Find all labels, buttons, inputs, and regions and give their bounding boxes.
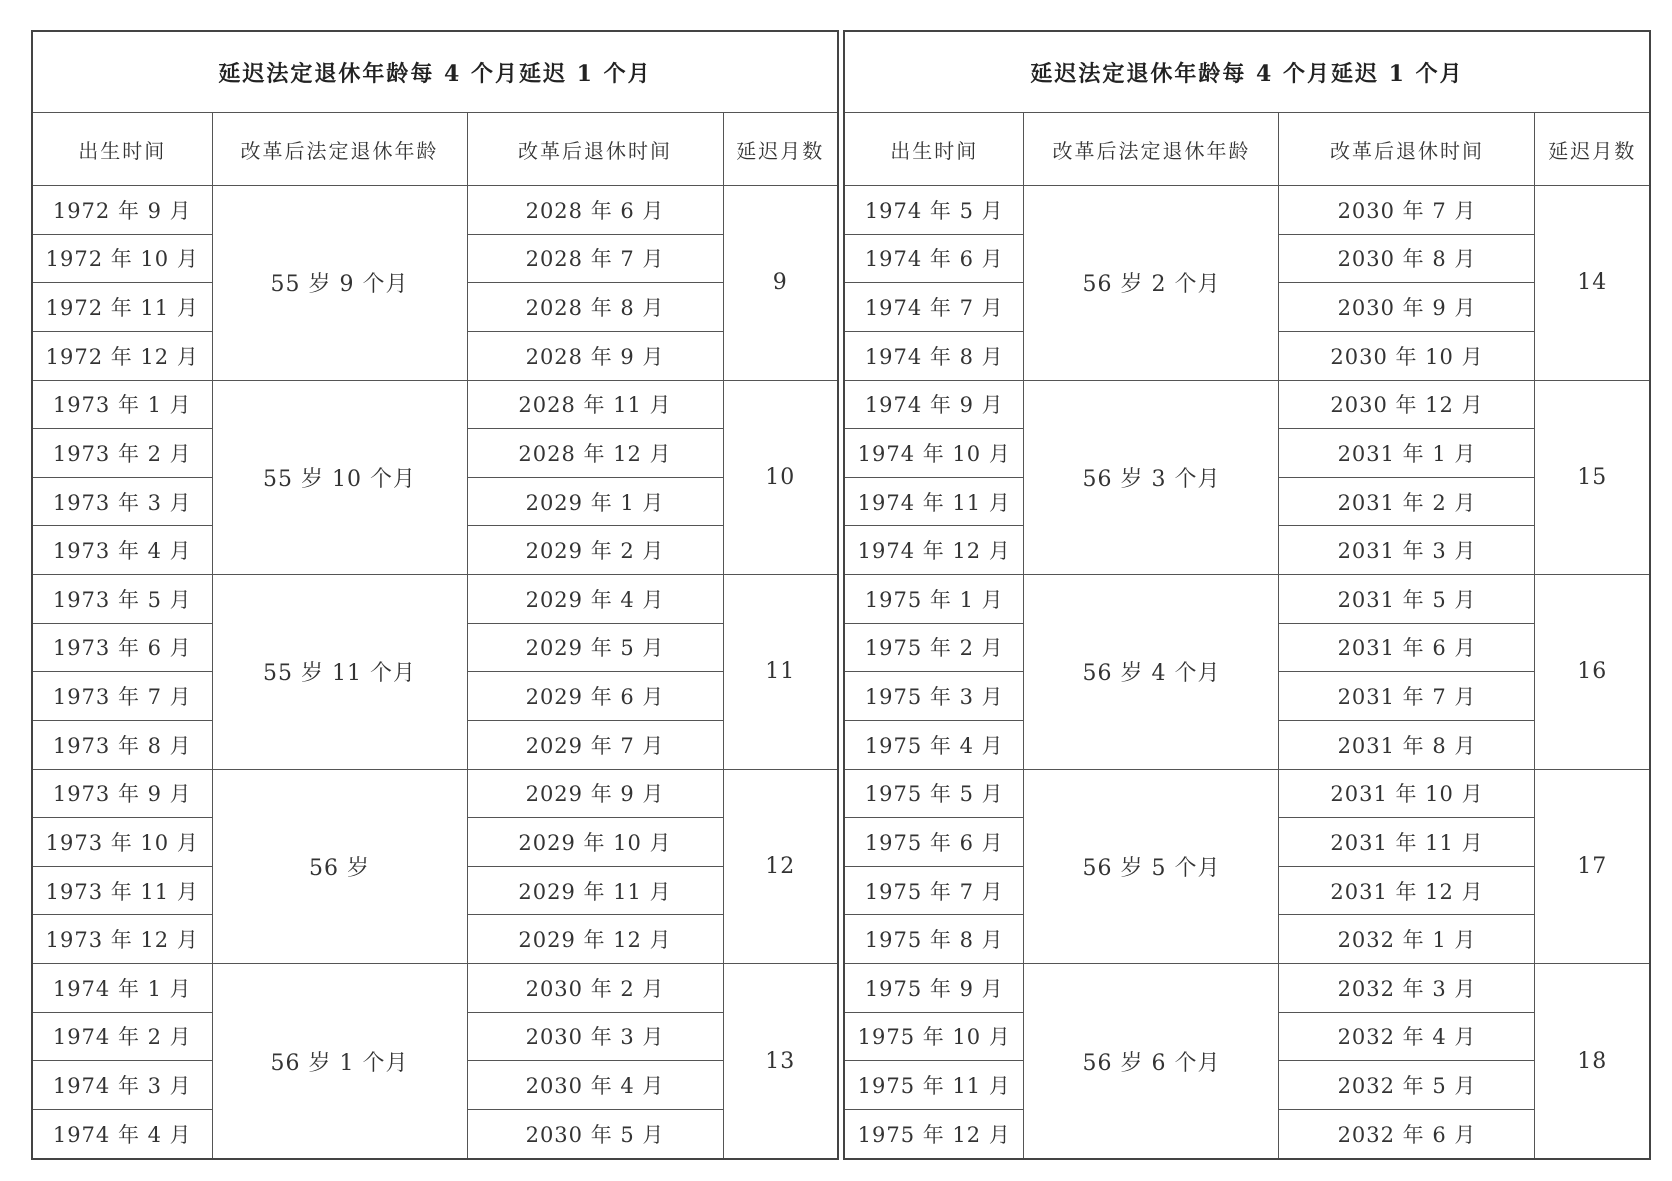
birth-date-cell: 1974 年 7 月	[844, 283, 1024, 332]
birth-date-cell: 1975 年 12 月	[844, 1109, 1024, 1159]
retirement-date-cell: 2031 年 12 月	[1279, 866, 1535, 915]
retirement-table-left	[31, 30, 839, 1160]
delay-months-cell: 17	[1535, 769, 1650, 964]
birth-date-cell: 1973 年 2 月	[32, 429, 212, 478]
table-title-row	[32, 31, 838, 113]
birth-date-cell: 1974 年 5 月	[844, 186, 1024, 235]
birth-date-cell: 1972 年 10 月	[32, 234, 212, 283]
birth-date-cell: 1973 年 6 月	[32, 623, 212, 672]
table-title-row	[844, 31, 1650, 113]
retirement-date-cell: 2030 年 12 月	[1279, 380, 1535, 429]
header-retirement-age: 改革后法定退休年龄	[212, 113, 467, 186]
retirement-date-cell: 2028 年 9 月	[467, 331, 723, 380]
retirement-age-cell: 56 岁 5 个月	[1024, 769, 1279, 964]
birth-date-cell: 1975 年 2 月	[844, 623, 1024, 672]
birth-date-cell: 1975 年 1 月	[844, 575, 1024, 624]
birth-date-cell: 1974 年 8 月	[844, 331, 1024, 380]
retirement-date-cell: 2029 年 9 月	[467, 769, 723, 818]
table-title: 延迟法定退休年龄每 4 个月延迟 1 个月	[844, 31, 1650, 113]
birth-date-cell: 1975 年 7 月	[844, 866, 1024, 915]
retirement-date-cell: 2029 年 6 月	[467, 672, 723, 721]
table-row	[844, 380, 1650, 429]
birth-date-cell: 1973 年 9 月	[32, 769, 212, 818]
retirement-age-cell: 56 岁 4 个月	[1024, 575, 1279, 770]
retirement-date-cell: 2028 年 8 月	[467, 283, 723, 332]
retirement-age-cell: 56 岁 1 个月	[212, 964, 467, 1160]
delay-months-cell: 14	[1535, 186, 1650, 381]
birth-date-cell: 1973 年 8 月	[32, 720, 212, 769]
birth-date-cell: 1975 年 10 月	[844, 1012, 1024, 1061]
retirement-date-cell: 2028 年 6 月	[467, 186, 723, 235]
birth-date-cell: 1974 年 9 月	[844, 380, 1024, 429]
table-row	[32, 769, 838, 818]
delay-months-cell: 18	[1535, 964, 1650, 1160]
retirement-date-cell: 2031 年 8 月	[1279, 720, 1535, 769]
header-birth-date: 出生时间	[844, 113, 1024, 186]
retirement-date-cell: 2031 年 5 月	[1279, 575, 1535, 624]
retirement-date-cell: 2029 年 11 月	[467, 866, 723, 915]
retirement-table-right	[843, 30, 1651, 1160]
delay-months-cell: 11	[723, 575, 838, 770]
birth-date-cell: 1975 年 9 月	[844, 964, 1024, 1013]
table-row	[844, 964, 1650, 1013]
birth-date-cell: 1973 年 5 月	[32, 575, 212, 624]
retirement-date-cell: 2032 年 5 月	[1279, 1061, 1535, 1110]
retirement-date-cell: 2030 年 7 月	[1279, 186, 1535, 235]
header-delay-months: 延迟月数	[1535, 113, 1650, 186]
retirement-date-cell: 2028 年 7 月	[467, 234, 723, 283]
retirement-age-sheet	[31, 30, 1651, 1160]
retirement-date-cell: 2031 年 7 月	[1279, 672, 1535, 721]
birth-date-cell: 1973 年 7 月	[32, 672, 212, 721]
retirement-date-cell: 2032 年 1 月	[1279, 915, 1535, 964]
birth-date-cell: 1975 年 11 月	[844, 1061, 1024, 1110]
retirement-age-cell: 55 岁 9 个月	[212, 186, 467, 381]
delay-months-cell: 13	[723, 964, 838, 1160]
retirement-date-cell: 2030 年 4 月	[467, 1061, 723, 1110]
header-birth-date: 出生时间	[32, 113, 212, 186]
table-row	[844, 186, 1650, 235]
birth-date-cell: 1973 年 3 月	[32, 477, 212, 526]
birth-date-cell: 1972 年 11 月	[32, 283, 212, 332]
retirement-date-cell: 2029 年 7 月	[467, 720, 723, 769]
retirement-age-cell: 56 岁 6 个月	[1024, 964, 1279, 1160]
retirement-date-cell: 2028 年 12 月	[467, 429, 723, 478]
retirement-age-cell: 55 岁 10 个月	[212, 380, 467, 575]
retirement-date-cell: 2029 年 4 月	[467, 575, 723, 624]
birth-date-cell: 1975 年 4 月	[844, 720, 1024, 769]
retirement-date-cell: 2030 年 8 月	[1279, 234, 1535, 283]
retirement-date-cell: 2032 年 4 月	[1279, 1012, 1535, 1061]
birth-date-cell: 1972 年 9 月	[32, 186, 212, 235]
retirement-date-cell: 2029 年 10 月	[467, 818, 723, 867]
birth-date-cell: 1974 年 11 月	[844, 477, 1024, 526]
retirement-date-cell: 2029 年 2 月	[467, 526, 723, 575]
birth-date-cell: 1973 年 10 月	[32, 818, 212, 867]
retirement-date-cell: 2032 年 3 月	[1279, 964, 1535, 1013]
retirement-date-cell: 2029 年 1 月	[467, 477, 723, 526]
retirement-date-cell: 2029 年 5 月	[467, 623, 723, 672]
header-retirement-date: 改革后退休时间	[467, 113, 723, 186]
table-row	[32, 186, 838, 235]
retirement-date-cell: 2028 年 11 月	[467, 380, 723, 429]
retirement-date-cell: 2032 年 6 月	[1279, 1109, 1535, 1159]
birth-date-cell: 1973 年 12 月	[32, 915, 212, 964]
retirement-age-cell: 56 岁 2 个月	[1024, 186, 1279, 381]
birth-date-cell: 1973 年 1 月	[32, 380, 212, 429]
delay-months-cell: 10	[723, 380, 838, 575]
delay-months-cell: 12	[723, 769, 838, 964]
birth-date-cell: 1974 年 12 月	[844, 526, 1024, 575]
delay-months-cell: 15	[1535, 380, 1650, 575]
retirement-date-cell: 2030 年 2 月	[467, 964, 723, 1013]
birth-date-cell: 1975 年 8 月	[844, 915, 1024, 964]
table-row	[844, 575, 1650, 624]
retirement-date-cell: 2031 年 2 月	[1279, 477, 1535, 526]
retirement-date-cell: 2031 年 11 月	[1279, 818, 1535, 867]
birth-date-cell: 1974 年 6 月	[844, 234, 1024, 283]
birth-date-cell: 1972 年 12 月	[32, 331, 212, 380]
header-retirement-date: 改革后退休时间	[1279, 113, 1535, 186]
retirement-date-cell: 2031 年 6 月	[1279, 623, 1535, 672]
column-header-row	[32, 113, 838, 186]
retirement-date-cell: 2030 年 3 月	[467, 1012, 723, 1061]
delay-months-cell: 9	[723, 186, 838, 381]
retirement-date-cell: 2029 年 12 月	[467, 915, 723, 964]
table-row	[844, 769, 1650, 818]
retirement-age-cell: 56 岁	[212, 769, 467, 964]
birth-date-cell: 1974 年 2 月	[32, 1012, 212, 1061]
retirement-date-cell: 2030 年 10 月	[1279, 331, 1535, 380]
birth-date-cell: 1975 年 5 月	[844, 769, 1024, 818]
retirement-date-cell: 2031 年 10 月	[1279, 769, 1535, 818]
table-row	[32, 380, 838, 429]
header-retirement-age: 改革后法定退休年龄	[1024, 113, 1279, 186]
birth-date-cell: 1974 年 10 月	[844, 429, 1024, 478]
table-title: 延迟法定退休年龄每 4 个月延迟 1 个月	[32, 31, 838, 113]
delay-months-cell: 16	[1535, 575, 1650, 770]
birth-date-cell: 1975 年 3 月	[844, 672, 1024, 721]
column-header-row	[844, 113, 1650, 186]
birth-date-cell: 1974 年 1 月	[32, 964, 212, 1013]
retirement-date-cell: 2030 年 5 月	[467, 1109, 723, 1159]
birth-date-cell: 1973 年 11 月	[32, 866, 212, 915]
retirement-age-cell: 55 岁 11 个月	[212, 575, 467, 770]
table-row	[32, 964, 838, 1013]
retirement-date-cell: 2031 年 3 月	[1279, 526, 1535, 575]
header-delay-months: 延迟月数	[723, 113, 838, 186]
birth-date-cell: 1975 年 6 月	[844, 818, 1024, 867]
retirement-date-cell: 2031 年 1 月	[1279, 429, 1535, 478]
retirement-age-cell: 56 岁 3 个月	[1024, 380, 1279, 575]
table-row	[32, 575, 838, 624]
birth-date-cell: 1974 年 3 月	[32, 1061, 212, 1110]
birth-date-cell: 1973 年 4 月	[32, 526, 212, 575]
retirement-date-cell: 2030 年 9 月	[1279, 283, 1535, 332]
birth-date-cell: 1974 年 4 月	[32, 1109, 212, 1159]
